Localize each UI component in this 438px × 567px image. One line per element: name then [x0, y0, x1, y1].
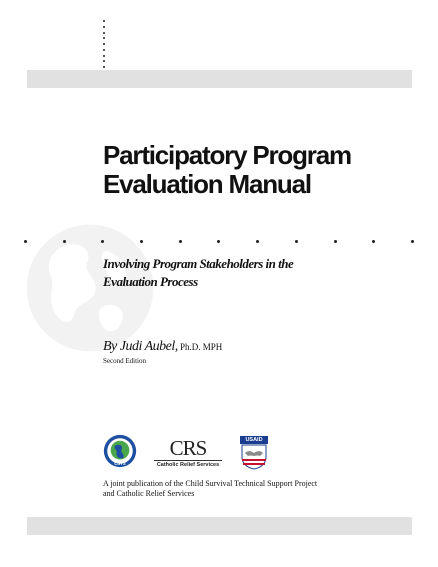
cstsp-globe-seal-icon	[103, 434, 137, 468]
subtitle-line-1: Involving Program Stakeholders in the	[103, 256, 294, 271]
crs-mark: CRS	[169, 436, 207, 460]
document-subtitle	[103, 255, 293, 291]
horizontal-dot-rule	[24, 238, 414, 244]
usaid-handshake-shield-icon	[240, 444, 268, 470]
crs-divider	[154, 460, 222, 461]
author-name: By Judi Aubel,	[103, 339, 178, 354]
publisher-line-1: A joint publication of the Child Survival Technical Support Project	[103, 479, 318, 488]
edition-label: Second Edition	[103, 357, 146, 365]
author-byline	[103, 337, 222, 355]
cstsp-logo-text: CSTS	[114, 461, 126, 467]
usaid-logo	[240, 436, 268, 470]
title-line-1: Participatory Program	[103, 140, 351, 170]
usaid-label: USAID	[240, 436, 268, 444]
author-degree: Ph.D. MPH	[177, 342, 223, 352]
title-line-2: Evaluation Manual	[103, 169, 311, 199]
bottom-gray-band	[27, 517, 412, 535]
document-title	[103, 141, 351, 199]
crs-name: Catholic Relief Services	[156, 462, 220, 468]
top-gray-band	[27, 70, 412, 88]
subtitle-line-2: Evaluation Process	[103, 274, 198, 289]
publisher-note	[103, 479, 317, 499]
publisher-line-2: and Catholic Relief Services	[103, 489, 195, 498]
vertical-dot-rule	[102, 20, 106, 68]
crs-logo	[152, 438, 224, 470]
